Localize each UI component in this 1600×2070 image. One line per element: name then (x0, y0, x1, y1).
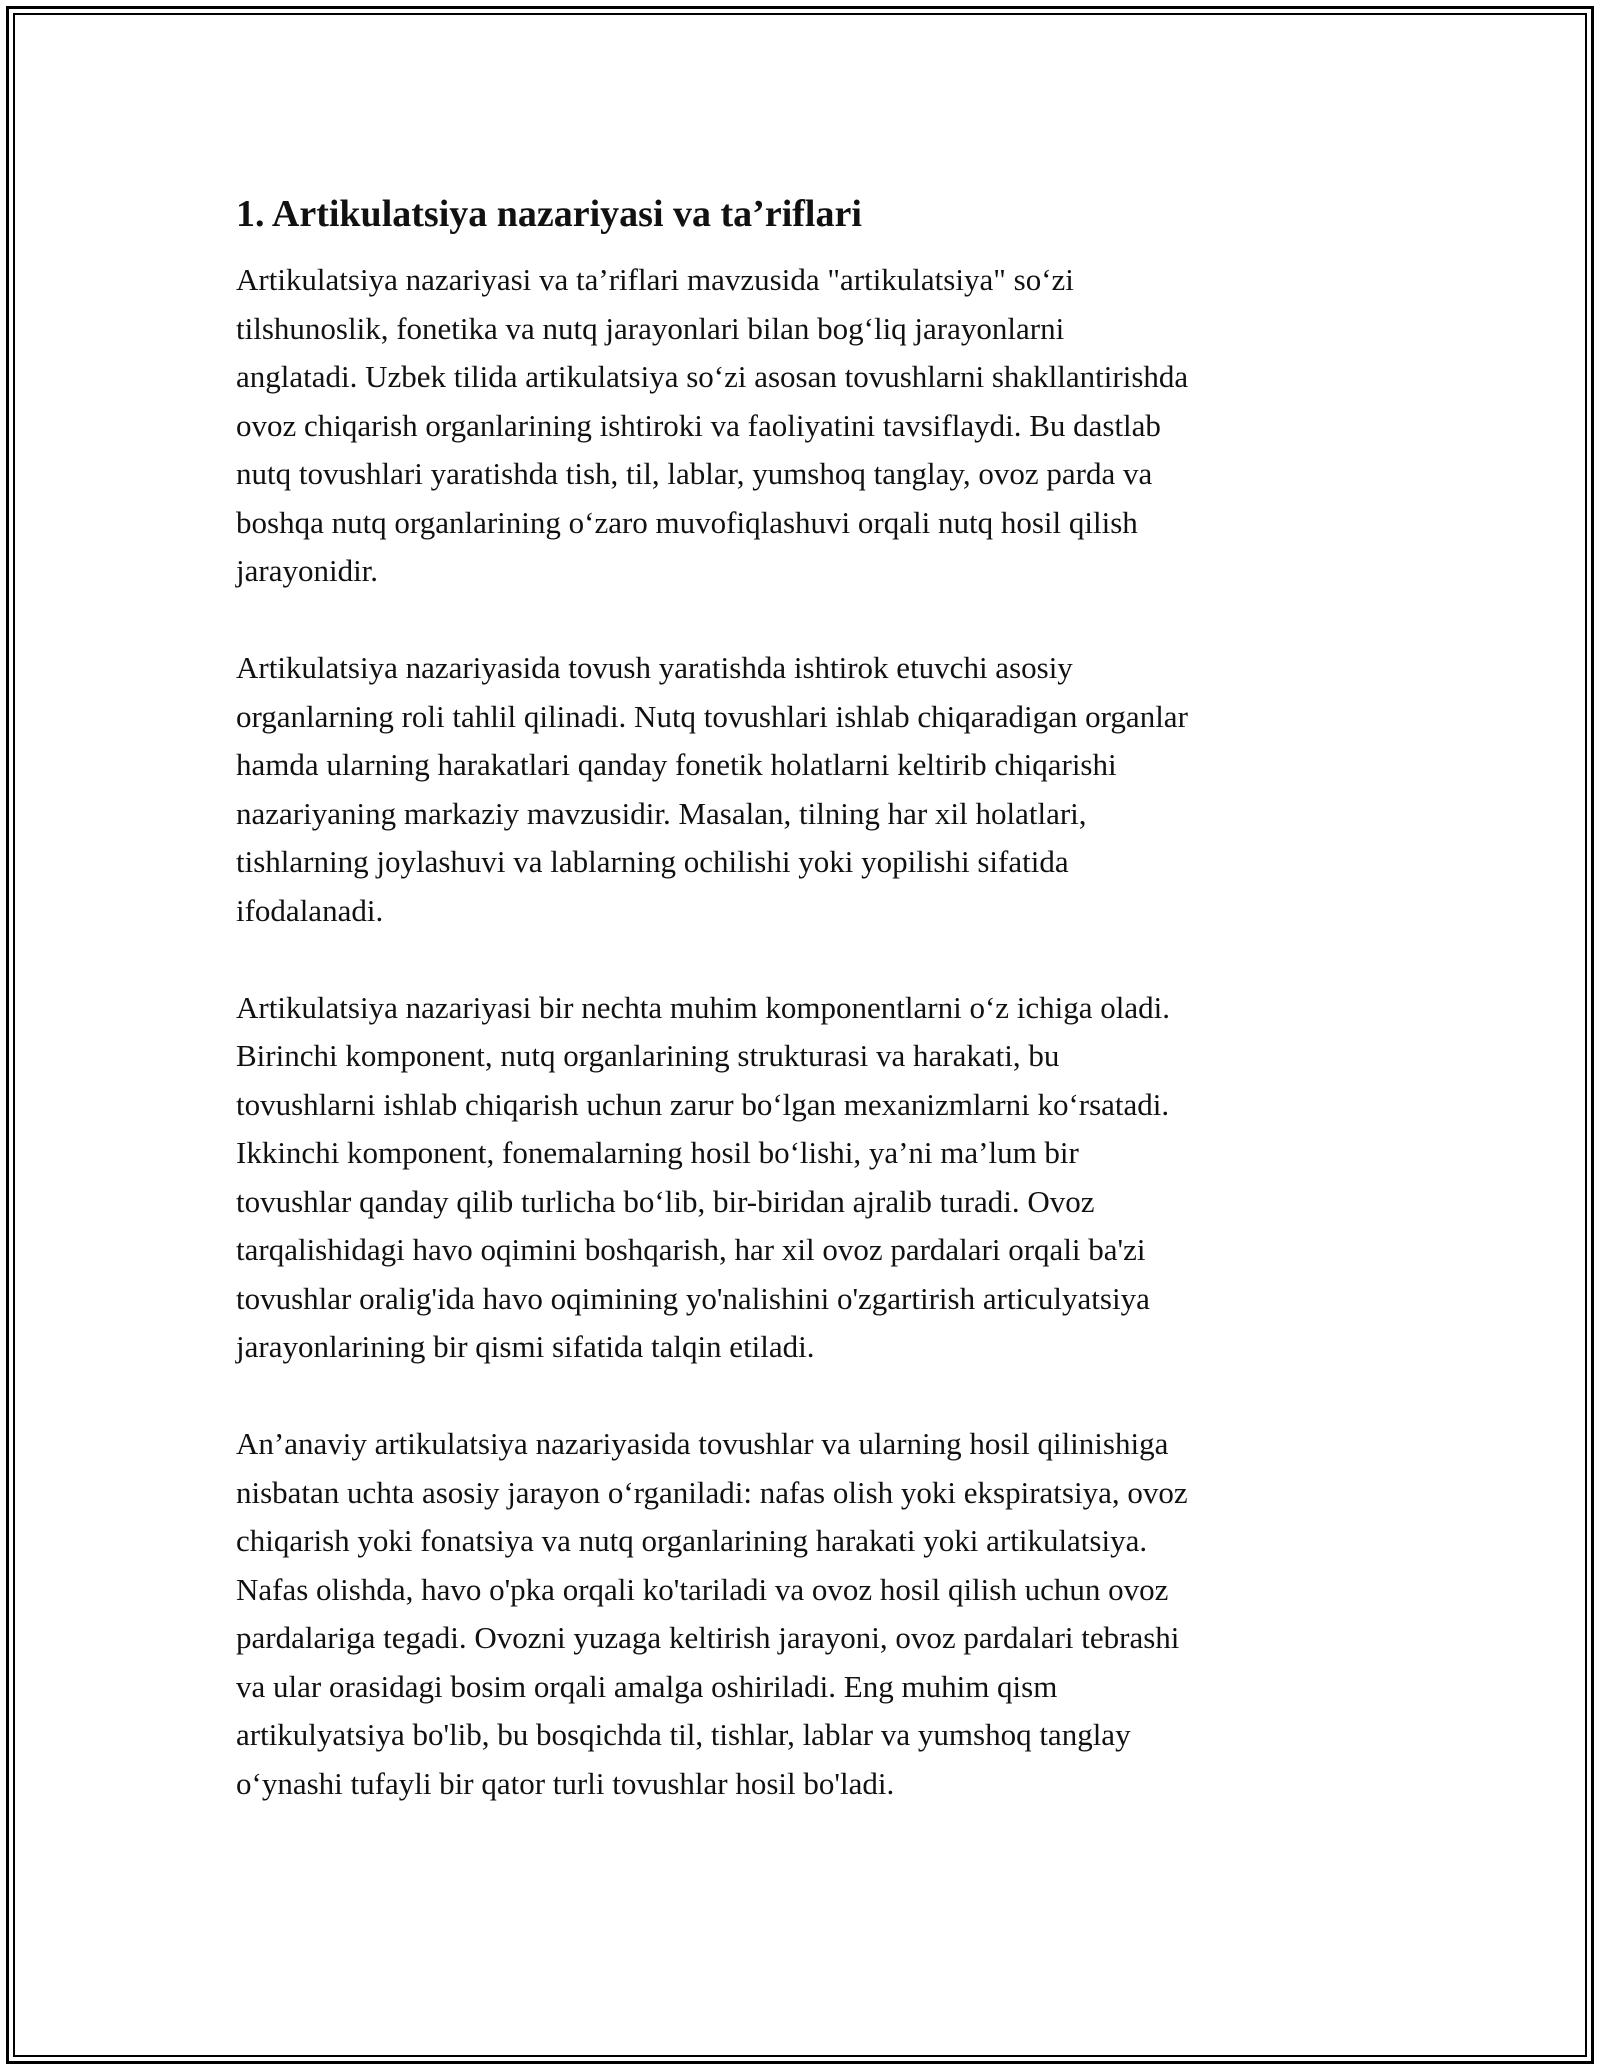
paragraph-line: jarayonidir. (236, 553, 379, 588)
paragraph-line: pardalariga tegadi. Ovozni yuzaga keltirish jarayoni, ovoz pardalari tebrashi (236, 1620, 1180, 1655)
paragraph-line: ifodalanadi. (236, 892, 384, 928)
paragraph-line: organlarning roli tahlil qilinadi. Nutq tovushlari ishlab chiqaradigan organlar (236, 698, 1188, 734)
paragraph-4 (236, 1420, 1376, 1808)
paragraphs-container (236, 256, 1376, 1808)
paragraph-line: An’anaviy artikulatsiya nazariyasida tovushlar va ularning hosil qilinishiga (236, 1426, 1169, 1461)
paragraph-line: o‘ynashi tufayli bir qator turli tovushlar hosil bo'ladi. (236, 1765, 895, 1801)
paragraph-line: tovushlarni ishlab chiqarish uchun zarur bo‘lgan mexanizmlarni ko‘rsatadi. (236, 1086, 1170, 1122)
paragraph-line: boshqa nutq organlarining o‘zaro muvofiqlashuvi orqali nutq hosil qilish (236, 504, 1138, 540)
paragraph-line: chiqarish yoki fonatsiya va nutq organlarining harakati yoki artikulatsiya. (236, 1523, 1148, 1558)
paragraph-line: hamda ularning harakatlari qanday fonetik holatlarni keltirib chiqarishi (236, 747, 1117, 782)
paragraph-line: jarayonlarining bir qismi sifatida talqin etiladi. (236, 1329, 815, 1364)
paragraph-line: artikulyatsiya bo'lib, bu bosqichda til, tishlar, lablar va yumshoq tanglay (236, 1717, 1131, 1752)
paragraph-line: Artikulatsiya nazariyasi bir nechta muhim komponentlarni o‘z ichiga oladi. (236, 989, 1171, 1025)
paragraph-line: tovushlar oralig'ida havo oqimining yo'nalishini o'zgartirish articulyatsiya (236, 1280, 1150, 1316)
section-heading: 1. Artikulatsiya nazariyasi va ta’riflari (236, 193, 862, 235)
paragraph-line: nazariyaning markaziy mavzusidir. Masalan, tilning har xil holatlari, (236, 795, 1087, 831)
paragraph-line: tilshunoslik, fonetika va nutq jarayonlari bilan bog‘liq jarayonlarni (236, 310, 1065, 346)
paragraph-line: Artikulatsiya nazariyasi va ta’riflari mavzusida "artikulatsiya" so‘zi (236, 262, 1074, 297)
paragraph-line: Ikkinchi komponent, fonemalarning hosil bo‘lishi, ya’ni ma’lum bir (236, 1135, 1079, 1170)
paragraph-line: tishlarning joylashuvi va lablarning ochilishi yoki yopilishi sifatida (236, 844, 1069, 879)
document-body (236, 186, 1376, 1857)
paragraph-2 (236, 644, 1376, 935)
paragraph-line: Birinchi komponent, nutq organlarining strukturasi va harakati, bu (236, 1038, 1060, 1073)
paragraph-line: nutq tovushlari yaratishda tish, til, lablar, yumshoq tanglay, ovoz parda va (236, 456, 1153, 491)
paragraph-line: Artikulatsiya nazariyasida tovush yaratishda ishtirok etuvchi asosiy (236, 650, 1073, 685)
paragraph-line: anglatadi. Uzbek tilida artikulatsiya so‘zi asosan tovushlarni shakllantirishda (236, 359, 1189, 394)
paragraph-3 (236, 984, 1376, 1372)
paragraph-line: tarqalishidagi havo oqimini boshqarish, har xil ovoz pardalari orqali ba'zi (236, 1232, 1146, 1267)
paragraph-line: ovoz chiqarish organlarining ishtiroki va faoliyatini tavsiflaydi. Bu dastlab (236, 407, 1161, 443)
paragraph-line: nisbatan uchta asosiy jarayon o‘rganiladi: nafas olish yoki ekspiratsiya, ovoz (236, 1474, 1188, 1510)
paragraph-1 (236, 256, 1376, 596)
paragraph-line: Nafas olishda, havo o'pka orqali ko'tariladi va ovoz hosil qilish uchun ovoz (236, 1571, 1169, 1607)
paragraph-line: tovushlar qanday qilib turlicha bo‘lib, bir-biridan ajralib turadi. Ovoz (236, 1183, 1095, 1219)
paragraph-line: va ular orasidagi bosim orqali amalga oshiriladi. Eng muhim qism (236, 1668, 1058, 1704)
